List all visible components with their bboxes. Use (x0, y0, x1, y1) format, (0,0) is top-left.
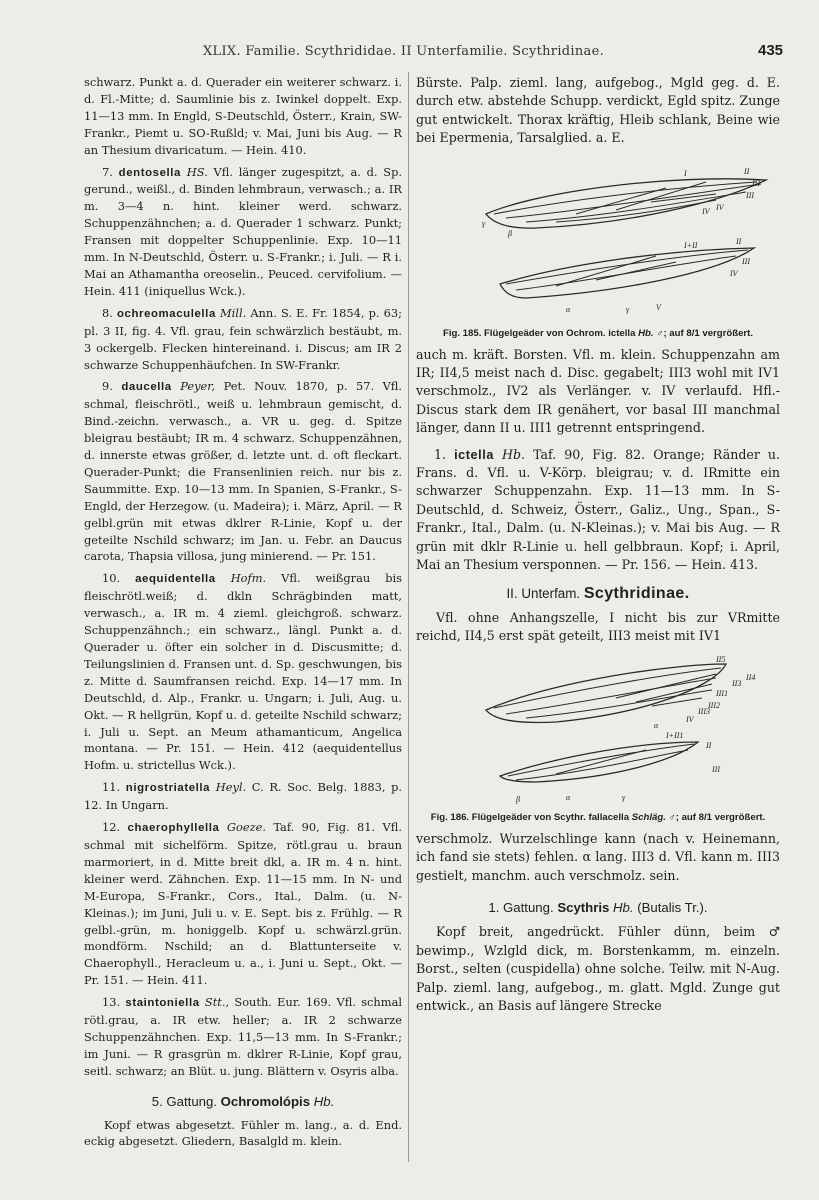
running-head: XLIX. Familie. Scythrididae. II Unterfamilie. Scythridinae. (203, 44, 605, 59)
species-author: Stt., (204, 995, 230, 1010)
left-column (84, 74, 402, 1150)
caption-author: Hb. (638, 327, 654, 339)
vein-label: II (706, 740, 712, 750)
entry-number: 7. (102, 164, 113, 179)
entry-number: 13. (102, 995, 121, 1010)
vein-label: α (654, 720, 659, 730)
species-entry (84, 305, 402, 374)
genus-name: Ochromolópis (220, 1093, 311, 1109)
vein-label: II (744, 166, 750, 176)
vein-label: III (742, 256, 750, 266)
vein-label: I (684, 168, 687, 178)
vein-label: III (752, 178, 760, 188)
species-name: aequidentella (135, 573, 216, 586)
species-author: Hofm. (230, 571, 267, 586)
genus-author: Hb. (313, 1093, 335, 1109)
vein-label: IV (716, 202, 724, 212)
vein-label: III (746, 190, 754, 200)
genus-heading (416, 899, 780, 917)
vein-label: γ (622, 792, 626, 802)
species-text: Ann. S. E. Fr. 1854, p. 63; pl. 3 II, fig. 4. Vfl. grau, fein schwärzlich bestäubt, m. 3 ockergelb. Flecken hintereinand. i. Discus; am IR 2 schwarze Schuppenhäufchen. In SW-Frankr. (84, 305, 402, 372)
species-name: ochreomaculella (116, 307, 216, 320)
vein-label: III2 (708, 700, 720, 710)
column-divider (408, 72, 409, 1162)
species-name: daucella (121, 381, 172, 394)
species-text: C. R. Soc. Belg. 1883, p. 12. In Ungarn. (84, 780, 403, 813)
vein-label: γ (626, 304, 630, 314)
vein-label: α (566, 792, 571, 802)
ochromolopis-description: auch m. kräft. Borsten. Vfl. m. klein. Schuppenzahn am IR; II4,5 meist nach d. Disc. gegabelt; III3 wohl mit IV1 verschmolz., IV2 als Verlänger. v. IV verlaufd. Hfl.-Discus stark dem IR genähert, vor basal III manchmal länger, dann II u. III1 getrennt entspringend. (416, 346, 780, 436)
species-name: staintoniella (125, 997, 200, 1010)
vein-label: III1 (716, 688, 728, 698)
wing-venation-diagram-186 (416, 650, 780, 812)
subfamily-label: II. Unterfam. (506, 585, 581, 601)
species-entry (84, 164, 402, 300)
species-entry (416, 446, 780, 575)
species-entry (84, 819, 402, 989)
species-text: Vfl. weißgrau bis fleischrötl.weiß; d. dkln Schrägbinden matt, verwasch., a. IR m. 4 zieml. gleichgroß. schwarz. Schuppenzähnch.; ein schwarz., längl. Punkt a. d. Querader u. öfter ein solcher in d. Discusmitte; d. Teilungslinien d. Fransen unt. d. Sp. geschwungen, bis z. Mitte d. Saumfransen reichd. Exp. 14—17 mm. In Deutschld, d. Alp., Frankr. u. Ungarn; i. Juli, Aug. u. Okt. — R hellgrün, Kopf u. d. geteilte Nschild schwarz; i. Juli u. Sept. an Meum athamanticum, Angelica montana. — Pr. 151. — Hein. 412 (aequidentellus Hofm. u. strictellus Wck.). (84, 571, 402, 773)
vein-label: IV (702, 206, 710, 216)
entry-number: 9. (102, 379, 113, 394)
vein-label: β (508, 228, 512, 238)
right-column (416, 74, 780, 1015)
vein-label: II3 (732, 678, 742, 688)
caption-text: Fig. 186. Flügelgeäder von Scythr. fallacella (430, 811, 630, 823)
vein-label: II4 (746, 672, 756, 682)
species-text: Taf. 90, Fig. 81. Vfl. schmal mit sichelförm. Spitze, rötl.grau u. braun marmoriert, in d. Mitte breit dkl, a. IR m. 4 n. hint. kleiner werd. Zähnchen. Exp. 11—15 mm. In N- und M-Europa, S-Frankr., Cors., Ital., Dalm. (u. N-Kleinas.); im Juni, Juli u. v. E. Sept. bis z. Frühlg. — R gelbl.-grün, m. honiggelb. Kopf u. schwärzl.grün. mondförm. Nschild; an d. Blattunterseite v. Chaerophyll., Heracleum u. a., i. Juni u. Sept., Okt. — Pr. 151. — Hein. 411. (84, 820, 403, 988)
page-number: 435 (758, 42, 784, 59)
species-text: Taf. 90, Fig. 82. Orange; Ränder u. Frans. d. Vfl. u. V-Körp. bleigrau; v. d. IRmitte ein schwarzer Schuppenzahn. Exp. 11—13 mm. In S-Deutschld, d. Schweiz, Österr., Galiz., Ung., Span., S-Frankr., Ital., Dalm. (u. N-Kleinas.); v. Mai bis Aug. — R grün mit dklr R-Linie u. hell gelbbraun. Kopf; i. April, Mai an Thesium versponnen. — Pr. 156. — Hein. 413. (416, 446, 780, 573)
vein-label: I+II1 (666, 730, 684, 740)
wing-venation-diagram-185 (416, 152, 780, 328)
species-author: Peyer, (180, 379, 216, 394)
species-entry (84, 779, 402, 814)
genus-heading (84, 1094, 402, 1111)
entry-number: 11. (102, 780, 121, 795)
vein-label: I+II (684, 240, 698, 250)
vein-label: IV (686, 714, 694, 724)
genus-label: 1. Gattung. (488, 899, 554, 915)
species-entry (84, 994, 402, 1080)
caption-text-end: ♂; auf 8/1 vergrößert. (668, 811, 766, 823)
species-name: chaerophyllella (127, 822, 220, 835)
genus-description: Kopf breit, angedrückt. Fühler dünn, beim ♂ bewimp., Wzlgld dick, m. Borstenkamm, m. einzeln. Borst., selten (cuspidella) ohne solche. Teilw. mit N-Aug. Palp. zieml. lang, aufgebog., m. glatt. Mgld. Zunge gut entwick., an Basis auf längere Strecke (416, 924, 780, 1013)
species-text: Vfl. länger zugespitzt, a. d. Sp. gerund., weißl., d. Binden lehmbraun, verwasch.; a. IR m. 3—4 n. hint. kleiner werd. schwarz. Schuppenzähnchen; a. d. Querader 1 schwarz. Punkt; Fransen mit doppelter Schuppenlinie. Exp. 10—11 mm. In N-Deutschld, Österr. u. S-Frankr.; i. Juli. — R i. Mai an Athamantha oreoselin., Peuced. cervifolium. — Hein. 411 (iniquellus Wck.). (84, 164, 403, 298)
subfamily-name: Scythridinae. (583, 584, 690, 602)
species-entry (84, 570, 402, 774)
figure-186 (416, 650, 780, 824)
vein-label: V (656, 302, 661, 312)
species-text: Pet. Nouv. 1870, p. 57. Vfl. schmal, fleischrötl., weiß u. lehmbraun gemischt, d. Bind.-zeichn. verwasch., a. VR u. geg. d. Spitze bleigrau bestäubt; IR m. 4 schwarz. Schuppenzähnen, d. innerste etwas größer, d. letzte unt. d. oft fleckart. Querader-Punkt; die Fransenlinien reich. nur bis z. Saummitte. Exp. 10—13 mm. In Spanien, S-Frankr., S-Engld, der Herzegow. (u. Madeira); i. März, April. — R gelbl.grün mit etwas dklrer R-Linie, Kopf u. der geteilte Nschild schwarz; im Jan. u. Febr. an Daucus carota, Thapsia villosa, jung minierend. — Pr. 151. (84, 379, 403, 564)
vein-label: III (712, 764, 720, 774)
genus-author: Hb. (613, 899, 634, 915)
entry-number: 8. (102, 305, 113, 320)
vein-label: II5 (716, 654, 726, 664)
species-author: Heyl. (215, 780, 247, 795)
species-name: dentosella (118, 166, 181, 179)
right-intro-paragraph: Bürste. Palp. zieml. lang, aufgebog., Mgld geg. d. E. durch etw. abstehde Schupp. verdickt, Egld spitz. Zunge gut entwickelt. Thorax kräftig, Hleib schlank, Beine wie bei Epermenia, Tarsalglied. a. E. (416, 75, 780, 146)
species-text: South. Eur. 169. Vfl. schmal rötl.grau, a. IR etw. heller; a. IR 2 schwarze Schuppenzähnchen. Exp. 11,5—13 mm. In S-Frankr.; im Juni. — R grasgrün m. dklrer R-Linie, Kopf grau, seitl. schwarz; an Blüt. u. jung. Blättern v. Osyris alba. (84, 995, 403, 1078)
vein-label: II (736, 236, 742, 246)
subfamily-description: Vfl. ohne Anhangszelle, I nicht bis zur VRmitte reichd, II4,5 erst spät geteilt, III3 meist mit IV1 (416, 609, 780, 644)
species-author: Mill. (220, 305, 247, 320)
subfamily-description-cont: verschmolz. Wurzelschlinge kann (nach v. Heinemann, ich fand sie stets) fehlen. α lang. III3 d. Vfl. kann m. III3 gestielt, manchm. auch verschmolz. sein. (416, 830, 780, 883)
entry-number: 1. (434, 446, 447, 462)
figure-caption (416, 328, 780, 340)
species-name: nigrostriatella (125, 782, 211, 795)
species-author: Goeze. (226, 820, 266, 835)
page-header (0, 44, 819, 66)
caption-author: Schläg. (631, 811, 666, 823)
genus-synonym: (Butalis Tr.). (637, 899, 708, 915)
vein-label: γ (482, 218, 486, 228)
species-author: Hb. (502, 446, 526, 462)
vein-label: IV (730, 268, 738, 278)
vein-label: III3 (698, 706, 710, 716)
vein-label: β (516, 794, 520, 804)
entry-number: 12. (102, 820, 121, 835)
figure-caption (416, 812, 780, 824)
caption-text: Fig. 185. Flügelgeäder von Ochrom. ictella (442, 327, 636, 339)
genus-label: 5. Gattung. (151, 1093, 217, 1109)
figure-185 (416, 152, 780, 340)
left-intro-paragraph: schwarz. Punkt a. d. Querader ein weiterer schwarz. i. d. Fl.-Mitte; d. Saumlinie bis z. Iwinkel doppelt. Exp. 11—13 mm. In Engld, S-Deutschld, Österr., Krain, SW-Frankr., Piemt u. SO-Rußld; v. Mai, Juni bis Aug. — R an Thesium divaricatum. — Hein. 410. (84, 75, 402, 157)
species-name: ictella (454, 447, 494, 462)
caption-text-end: ♂; auf 8/1 vergrößert. (656, 327, 754, 339)
entry-number: 10. (102, 571, 121, 586)
species-entry (84, 378, 402, 565)
species-author: HS. (186, 164, 208, 179)
genus-name: Scythris (557, 899, 610, 915)
subfamily-heading (416, 585, 780, 603)
vein-label: α (566, 304, 571, 314)
genus-description: Kopf etwas abgesetzt. Fühler m. lang., a. d. End. eckig abgesetzt. Gliedern, Basalgld m. klein. (84, 1117, 402, 1149)
